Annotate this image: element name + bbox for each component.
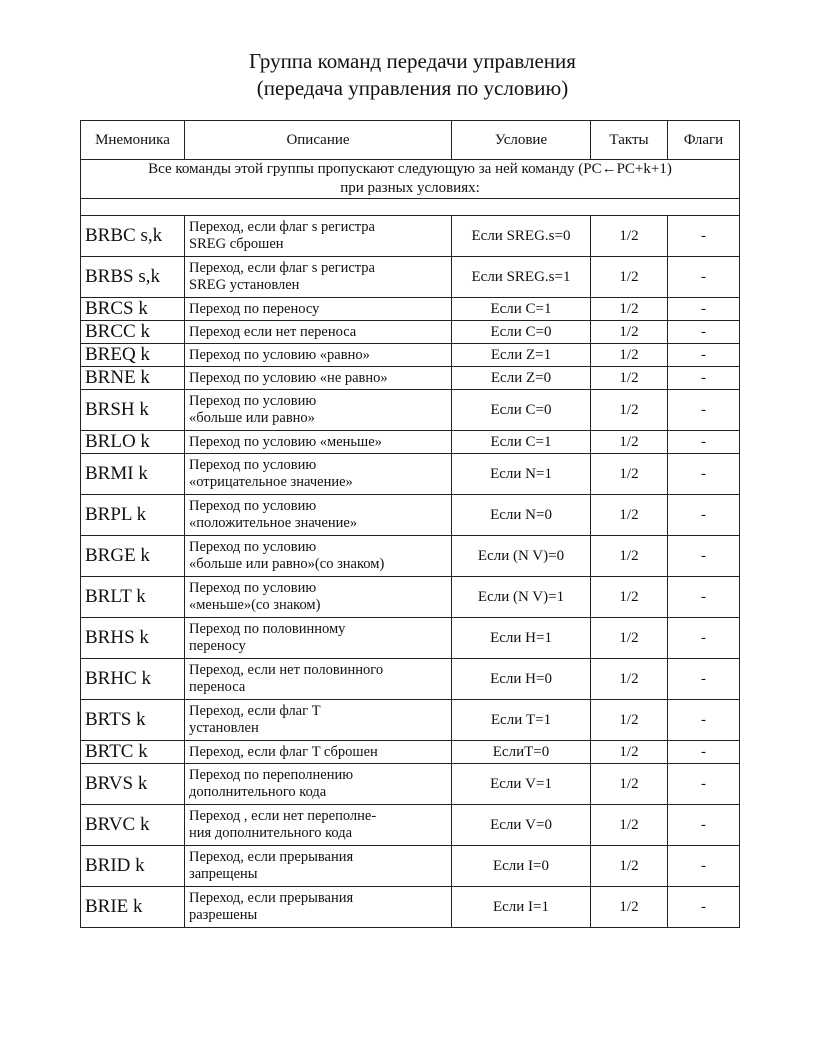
mnemonic-cell: BRBC s,k xyxy=(81,216,185,257)
description-cell xyxy=(185,536,452,577)
mnemonic-cell: BRMI k xyxy=(81,454,185,495)
table-row xyxy=(81,764,740,805)
condition-cell: Если N=0 xyxy=(452,495,591,536)
flags-cell: - xyxy=(668,618,740,659)
description-line-1: Переход, если нет половинного xyxy=(189,662,384,678)
cycles-cell: 1/2 xyxy=(591,321,668,344)
table-row xyxy=(81,431,740,454)
cycles-cell: 1/2 xyxy=(591,431,668,454)
cycles-cell: 1/2 xyxy=(591,298,668,321)
description-line-1: Переход , если нет переполне- xyxy=(189,808,377,824)
mnemonic-cell: BREQ k xyxy=(81,344,185,367)
header-mnemonic: Мнемоника xyxy=(81,121,185,160)
condition-cell: Если I=1 xyxy=(452,887,591,928)
description-cell xyxy=(185,321,452,344)
mnemonic-cell: BRHC k xyxy=(81,659,185,700)
flags-cell: - xyxy=(668,216,740,257)
flags-cell: - xyxy=(668,298,740,321)
flags-cell: - xyxy=(668,536,740,577)
page-title xyxy=(0,48,825,102)
flags-cell: - xyxy=(668,846,740,887)
flags-cell: - xyxy=(668,344,740,367)
description-line-2: установлен xyxy=(189,720,259,736)
flags-cell: - xyxy=(668,257,740,298)
spacer-cell xyxy=(81,199,740,216)
mnemonic-cell: BRLT k xyxy=(81,577,185,618)
description-cell xyxy=(185,257,452,298)
description-line-1: Переход, если прерывания xyxy=(189,890,354,906)
description-line-1: Переход по условию «равно» xyxy=(189,346,370,363)
flags-cell: - xyxy=(668,659,740,700)
flags-cell: - xyxy=(668,700,740,741)
table-body xyxy=(81,160,740,928)
table-row xyxy=(81,344,740,367)
condition-cell: Если C=1 xyxy=(452,431,591,454)
description-line-1: Переход по половинному xyxy=(189,621,346,637)
branch-commands-table xyxy=(80,120,740,928)
mnemonic-cell: BRGE k xyxy=(81,536,185,577)
mnemonic-cell: BRSH k xyxy=(81,390,185,431)
description-cell xyxy=(185,577,452,618)
cycles-cell: 1/2 xyxy=(591,659,668,700)
table-row xyxy=(81,741,740,764)
condition-cell: Если C=0 xyxy=(452,321,591,344)
cycles-cell: 1/2 xyxy=(591,216,668,257)
spacer-row xyxy=(81,199,740,216)
description-line-2: переноса xyxy=(189,679,246,695)
condition-cell: Если (N V)=0 xyxy=(452,536,591,577)
title-line-1: Группа команд передачи управления xyxy=(249,49,576,73)
description-cell xyxy=(185,431,452,454)
group-note xyxy=(81,160,740,199)
condition-cell: Если H=1 xyxy=(452,618,591,659)
description-line-1: Переход, если флаг T xyxy=(189,703,321,719)
table-row xyxy=(81,216,740,257)
description-cell xyxy=(185,741,452,764)
mnemonic-cell: BRLO k xyxy=(81,431,185,454)
flags-cell: - xyxy=(668,805,740,846)
cycles-cell: 1/2 xyxy=(591,805,668,846)
description-cell xyxy=(185,390,452,431)
description-line-2: запрещены xyxy=(189,866,258,882)
description-line-2: разрешены xyxy=(189,907,258,923)
mnemonic-cell: BRCS k xyxy=(81,298,185,321)
mnemonic-cell: BRPL k xyxy=(81,495,185,536)
condition-cell: Если I=0 xyxy=(452,846,591,887)
mnemonic-cell: BRIE k xyxy=(81,887,185,928)
description-line-2: «больше или равно» xyxy=(189,410,315,426)
table-row xyxy=(81,536,740,577)
note-row xyxy=(81,160,740,199)
mnemonic-cell: BRVS k xyxy=(81,764,185,805)
mnemonic-cell: BRID k xyxy=(81,846,185,887)
table-row xyxy=(81,321,740,344)
description-cell xyxy=(185,805,452,846)
description-line-1: Переход если нет переноса xyxy=(189,323,357,340)
flags-cell: - xyxy=(668,887,740,928)
table-row xyxy=(81,618,740,659)
description-line-1: Переход по условию xyxy=(189,457,317,473)
condition-cell: Если Z=1 xyxy=(452,344,591,367)
description-cell xyxy=(185,764,452,805)
table-row xyxy=(81,257,740,298)
description-line-2: ния дополнительного кода xyxy=(189,825,353,841)
cycles-cell: 1/2 xyxy=(591,454,668,495)
cycles-cell: 1/2 xyxy=(591,700,668,741)
description-line-1: Переход по переполнению xyxy=(189,767,354,783)
flags-cell: - xyxy=(668,431,740,454)
table-row xyxy=(81,495,740,536)
flags-cell: - xyxy=(668,321,740,344)
flags-cell: - xyxy=(668,367,740,390)
condition-cell: Если C=1 xyxy=(452,298,591,321)
mnemonic-cell: BRTC k xyxy=(81,741,185,764)
cycles-cell: 1/2 xyxy=(591,344,668,367)
description-cell xyxy=(185,367,452,390)
description-line-2: SREG установлен xyxy=(189,277,300,293)
description-cell xyxy=(185,659,452,700)
flags-cell: - xyxy=(668,390,740,431)
description-line-2: SREG сброшен xyxy=(189,236,284,252)
cycles-cell: 1/2 xyxy=(591,536,668,577)
mnemonic-cell: BRBS s,k xyxy=(81,257,185,298)
cycles-cell: 1/2 xyxy=(591,257,668,298)
condition-cell: Если SREG.s=0 xyxy=(452,216,591,257)
description-cell xyxy=(185,700,452,741)
cycles-cell: 1/2 xyxy=(591,764,668,805)
table-row xyxy=(81,846,740,887)
mnemonic-cell: BRHS k xyxy=(81,618,185,659)
table-row xyxy=(81,659,740,700)
description-line-2: переносу xyxy=(189,638,246,654)
description-line-2: «отрицательное значение» xyxy=(189,474,353,490)
condition-cell: Если N=1 xyxy=(452,454,591,495)
description-line-2: дополнительного кода xyxy=(189,784,327,800)
header-cycles: Такты xyxy=(591,121,668,160)
description-cell xyxy=(185,887,452,928)
condition-cell: ЕслиT=0 xyxy=(452,741,591,764)
mnemonic-cell: BRTS k xyxy=(81,700,185,741)
mnemonic-cell: BRNE k xyxy=(81,367,185,390)
title-line-2: (передача управления по условию) xyxy=(256,76,569,100)
condition-cell: Если T=1 xyxy=(452,700,591,741)
condition-cell: Если SREG.s=1 xyxy=(452,257,591,298)
description-cell xyxy=(185,298,452,321)
condition-cell: Если H=0 xyxy=(452,659,591,700)
mnemonic-cell: BRCC k xyxy=(81,321,185,344)
table-row xyxy=(81,805,740,846)
cycles-cell: 1/2 xyxy=(591,495,668,536)
description-line-1: Переход, если флаг s регистра xyxy=(189,219,375,235)
header-row xyxy=(81,121,740,160)
description-line-1: Переход, если прерывания xyxy=(189,849,354,865)
description-line-1: Переход по условию xyxy=(189,498,317,514)
cycles-cell: 1/2 xyxy=(591,741,668,764)
description-cell xyxy=(185,846,452,887)
group-note-line-2: при разных условиях: xyxy=(340,180,480,196)
description-line-1: Переход по переносу xyxy=(189,300,320,317)
flags-cell: - xyxy=(668,577,740,618)
description-line-1: Переход, если флаг s регистра xyxy=(189,260,375,276)
description-line-1: Переход по условию «меньше» xyxy=(189,433,382,450)
table-row xyxy=(81,454,740,495)
description-line-2: «больше или равно»(со знаком) xyxy=(189,556,385,572)
flags-cell: - xyxy=(668,454,740,495)
description-line-1: Переход по условию xyxy=(189,393,317,409)
condition-cell: Если V=0 xyxy=(452,805,591,846)
cycles-cell: 1/2 xyxy=(591,887,668,928)
flags-cell: - xyxy=(668,741,740,764)
group-note-line-1: Все команды этой группы пропускают следующую за ней команду (PC←PC+k+1) xyxy=(148,161,672,177)
description-cell xyxy=(185,216,452,257)
cycles-cell: 1/2 xyxy=(591,846,668,887)
header-description: Описание xyxy=(185,121,452,160)
mnemonic-cell: BRVC k xyxy=(81,805,185,846)
description-line-2: «положительное значение» xyxy=(189,515,358,531)
cycles-cell: 1/2 xyxy=(591,390,668,431)
condition-cell: Если Z=0 xyxy=(452,367,591,390)
header-condition: Условие xyxy=(452,121,591,160)
table-row xyxy=(81,367,740,390)
cycles-cell: 1/2 xyxy=(591,577,668,618)
description-line-1: Переход по условию xyxy=(189,580,317,596)
description-cell xyxy=(185,344,452,367)
table-row xyxy=(81,577,740,618)
flags-cell: - xyxy=(668,764,740,805)
table-row xyxy=(81,298,740,321)
description-line-1: Переход по условию xyxy=(189,539,317,555)
cycles-cell: 1/2 xyxy=(591,367,668,390)
description-cell xyxy=(185,495,452,536)
table-row xyxy=(81,887,740,928)
description-cell xyxy=(185,454,452,495)
header-flags: Флаги xyxy=(668,121,740,160)
description-line-1: Переход, если флаг T сброшен xyxy=(189,743,378,760)
condition-cell: Если V=1 xyxy=(452,764,591,805)
cycles-cell: 1/2 xyxy=(591,618,668,659)
flags-cell: - xyxy=(668,495,740,536)
description-line-1: Переход по условию «не равно» xyxy=(189,369,388,386)
condition-cell: Если C=0 xyxy=(452,390,591,431)
condition-cell: Если (N V)=1 xyxy=(452,577,591,618)
table-row xyxy=(81,390,740,431)
table-row xyxy=(81,700,740,741)
description-line-2: «меньше»(со знаком) xyxy=(189,597,321,613)
description-cell xyxy=(185,618,452,659)
